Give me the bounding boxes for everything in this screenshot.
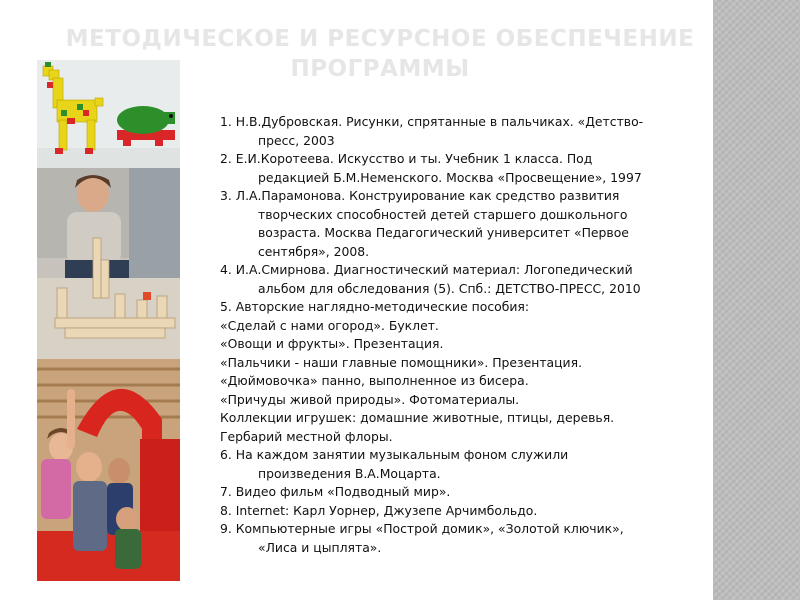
list-item: «Пальчики - наши главные помощники». Презентация. bbox=[220, 354, 583, 370]
list-item-continuation: редакцией Б.М.Неменского. Москва «Просвещение», 1997 bbox=[258, 169, 642, 185]
list-item-continuation: «Лиса и цыплята». bbox=[258, 539, 382, 555]
list-item: «Дюймовочка» панно, выполненное из бисера. bbox=[220, 373, 529, 388]
photo-child-with-blocks bbox=[37, 168, 180, 359]
list-item: 2. Е.И.Коротеева. Искусство и ты. Учебник 1 класса. Под bbox=[220, 151, 593, 166]
list-item: 3. Л.А.Парамонова. Конструирование как средство развития bbox=[220, 188, 620, 203]
list-item: «Овощи и фрукты». Презентация. bbox=[220, 336, 444, 351]
photo-children-playing bbox=[37, 359, 180, 581]
list-item: Гербарий местной флоры. bbox=[220, 428, 393, 444]
list-item-continuation: альбом для обследования (5). Спб.: ДЕТСТВО-ПРЕСС, 2010 bbox=[258, 280, 641, 296]
list-item: Коллекции игрушек: домашние животные, птицы, деревья. bbox=[220, 410, 615, 425]
list-item: 8. Internet: Карл Уорнер, Джузепе Арчимбольдо. bbox=[220, 502, 538, 518]
list-item-continuation: сентября», 2008. bbox=[258, 243, 370, 259]
list-item: 1. Н.В.Дубровская. Рисунки, спрятанные в пальчиках. «Детство- bbox=[220, 114, 644, 129]
list-item-continuation: произведения В.А.Моцарта. bbox=[258, 465, 441, 481]
list-item-continuation: творческих способностей детей старшего дошкольного bbox=[258, 206, 628, 222]
slide-title-line-2: ПРОГРАММЫ bbox=[290, 56, 470, 82]
list-item: «Причуды живой природы». Фотоматериалы. bbox=[220, 391, 520, 407]
list-item: «Сделай с нами огород». Буклет. bbox=[220, 317, 439, 333]
photo-lego-toys bbox=[37, 60, 180, 168]
list-item: 5. Авторские наглядно-методические пособия: bbox=[220, 299, 530, 314]
list-item: 4. И.А.Смирнова. Диагностический материал: Логопедический bbox=[220, 262, 633, 277]
list-item: 9. Компьютерные игры «Построй домик», «Золотой ключик», bbox=[220, 521, 624, 536]
list-item-continuation: пресс, 2003 bbox=[258, 132, 335, 148]
slide-title-line-1: МЕТОДИЧЕСКОЕ И РЕСУРСНОЕ ОБЕСПЕЧЕНИЕ bbox=[65, 26, 695, 52]
resource-list bbox=[220, 113, 700, 557]
list-item-continuation: возраста. Москва Педагогический университет «Первое bbox=[258, 225, 629, 240]
list-item: 6. На каждом занятии музыкальным фоном служили bbox=[220, 447, 569, 462]
decorative-side-band bbox=[713, 0, 800, 600]
list-item: 7. Видео фильм «Подводный мир». bbox=[220, 484, 451, 499]
